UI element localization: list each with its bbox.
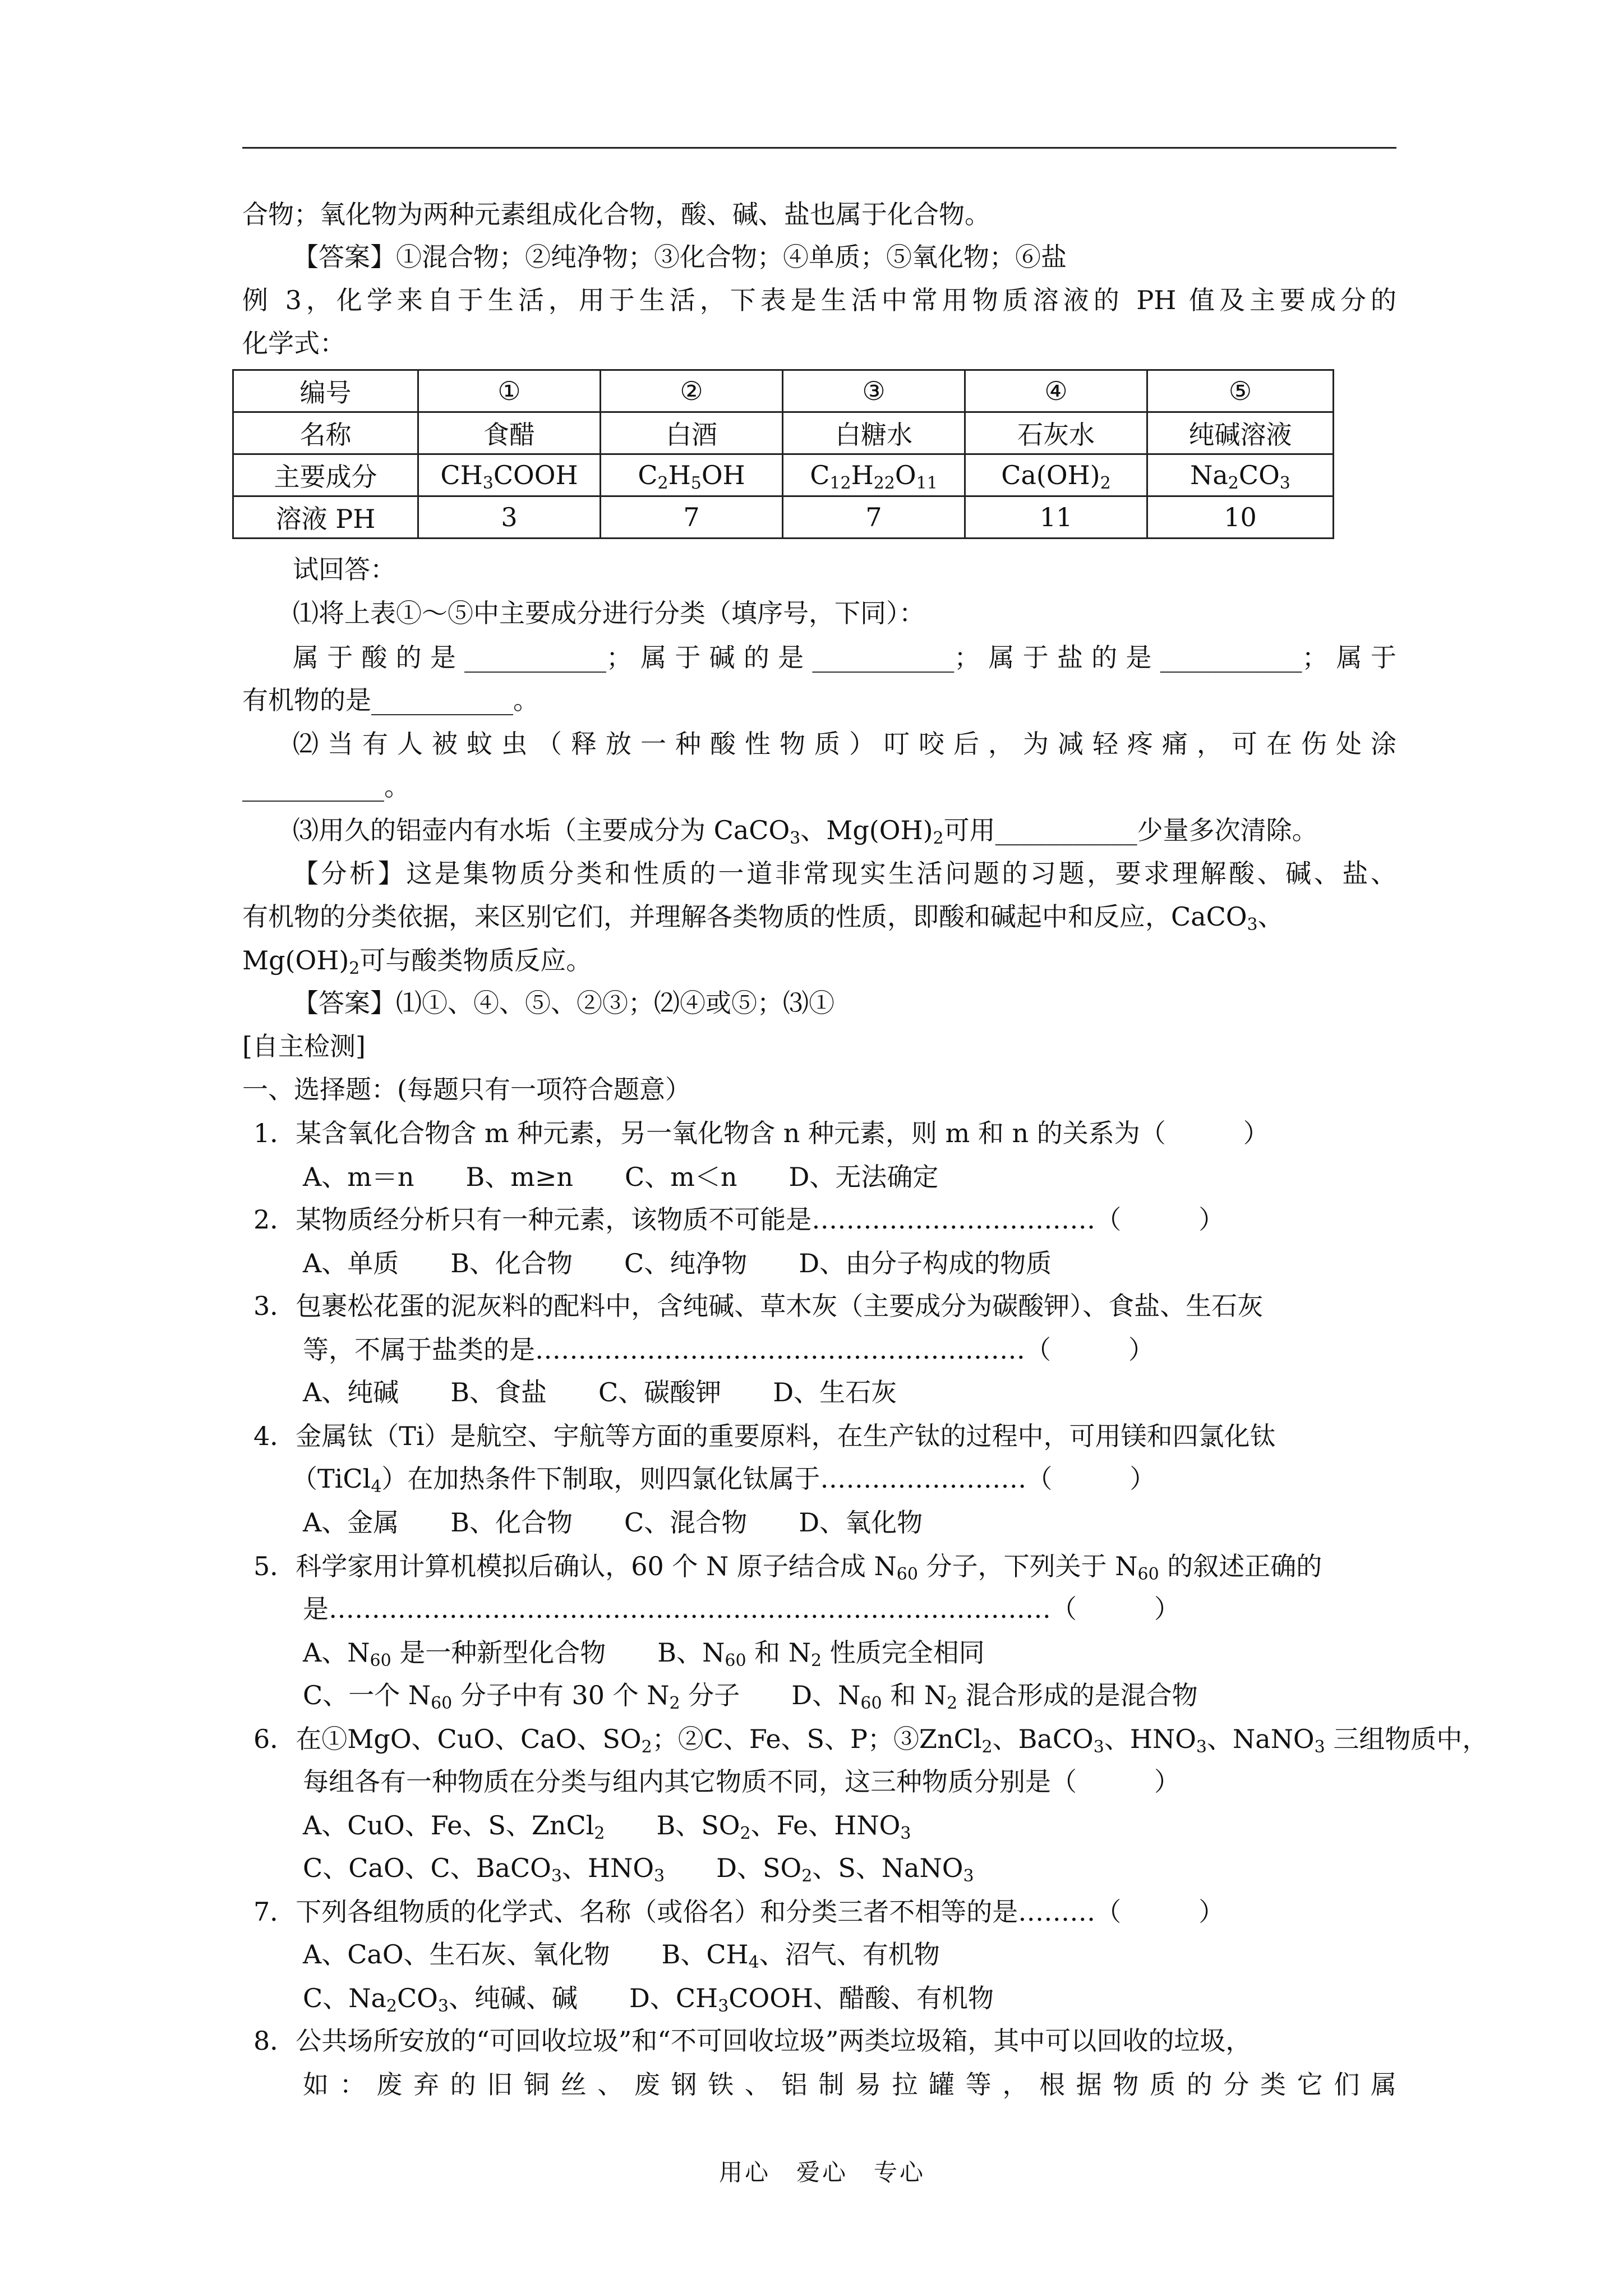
question-options: A、m＝n B、m≥n C、m＜n D、无法确定 — [303, 1162, 939, 1192]
table-cell: 编号 — [233, 370, 418, 412]
question-line: ⑵当有人被蚊虫（释放一种酸性物质）叮咬后，为减轻疼痛，可在伤处涂 — [293, 729, 1396, 759]
paragraph: 合物；氧化物为两种元素组成化合物，酸、碱、盐也属于化合物。 — [242, 199, 990, 229]
question-3: 3．包裹松花蛋的泥灰料的配料中，含纯碱、草木灰（主要成分为碳酸钾）、食盐、生石灰 — [253, 1291, 1264, 1321]
table-cell: 名称 — [233, 412, 418, 454]
question-options: A、CaO、生石灰、氧化物 B、$CH_4$、沼气、有机物 — [303, 1939, 940, 1972]
table-cell: 7 — [601, 496, 783, 539]
example-3-line: 例 3，化学来自于生活，用于生活，下表是生活中常用物质溶液的 PH 值及主要成分的 — [242, 285, 1396, 315]
question-1: 1．某含氧化合物含 m 种元素，另一氧化物含 n 种元素，则 m 和 n 的关系为（ ） — [253, 1118, 1269, 1148]
question-3: 等，不属于盐类的是…………………………………………………（ ） — [303, 1335, 1154, 1365]
table-cell: $CH_3COOH$ — [418, 454, 601, 496]
table-cell: 主要成分 — [233, 454, 418, 496]
table-cell: ③ — [783, 370, 965, 412]
answer-line: 【答案】⑴①、④、⑤、②③；⑵④或⑤；⑶① — [293, 988, 834, 1018]
section-heading: 一、选择题：(每题只有一项符合题意） — [242, 1074, 691, 1105]
table-cell: 3 — [418, 496, 601, 539]
question-line: 有机物的是___________。 — [242, 685, 539, 715]
question-5: 是…………………………………………………………………………（ ） — [303, 1594, 1180, 1624]
ph-table — [232, 369, 1334, 539]
question-options: A、纯碱 B、食盐 C、碳酸钾 D、生石灰 — [303, 1377, 897, 1407]
question-options: A、单质 B、化合物 C、纯净物 D、由分子构成的物质 — [303, 1248, 1052, 1278]
table-cell: 溶液 PH — [233, 496, 418, 539]
question-options: C、$Na_2CO_3$、纯碱、碱 D、$CH_3COOH$、醋酸、有机物 — [303, 1983, 994, 2016]
question-4: 4．金属钛（Ti）是航空、宇航等方面的重要原料，在生产钛的过程中，可用镁和四氯化钛 — [253, 1421, 1276, 1451]
question-7: 7．下列各组物质的化学式、名称（或俗名）和分类三者不相等的是………（ ） — [253, 1897, 1225, 1927]
table-cell: ⑤ — [1147, 370, 1334, 412]
analysis-line: 有机物的分类依据，来区别它们，并理解各类物质的性质，即酸和碱起中和反应，CaCO$_3$、 — [242, 901, 1284, 935]
question-options: A、CuO、Fe、S、ZnCl$_2$ B、$SO_2$、Fe、$HNO_3$ — [303, 1810, 911, 1843]
analysis-line: 【分析】这是集物质分类和性质的一道非常现实生活问题的习题，要求理解酸、碱、盐、 — [293, 858, 1396, 889]
question-line: ⑴将上表①～⑤中主要成分进行分类（填序号，下同）： — [293, 598, 925, 628]
question-4: （TiCl$_4$）在加热条件下制取，则四氯化钛属于……………………（ ） — [292, 1464, 1156, 1497]
table-row — [233, 370, 1334, 412]
section-heading: [自主检测] — [242, 1031, 366, 1061]
question-intro: 试回答： — [293, 554, 396, 585]
table-row — [233, 496, 1334, 539]
question-2: 2．某物质经分析只有一种元素，该物质不可能是……………………………（ ） — [253, 1204, 1225, 1235]
table-cell: ② — [601, 370, 783, 412]
table-cell: 食醋 — [418, 412, 601, 454]
answer-line: 【答案】①混合物；②纯净物；③化合物；④单质；⑤氧化物；⑥盐 — [293, 242, 1067, 272]
question-8: 如：废弃的旧铜丝、废钢铁、铝制易拉罐等，根据物质的分类它们属 — [303, 2069, 1396, 2100]
table-cell: 石灰水 — [965, 412, 1147, 454]
question-line: 属于酸的是___________；属于碱的是___________；属于盐的是___________；属于 — [293, 642, 1396, 673]
table-cell: $C_2H_5OH$ — [601, 454, 783, 496]
table-cell: $C_{12}H_{22}O_{11}$ — [783, 454, 965, 496]
page-footer: 用心 爱心 专心 — [719, 2159, 926, 2186]
analysis-line: $Mg(OH)_2$可与酸类物质反应。 — [242, 945, 592, 978]
question-6: 6．在①MgO、CuO、CaO、$SO_2$；②C、Fe、S、P；③ZnCl$_2$、BaCO$_3$、$HNO_3$、NaNO$_3$ 三组物质中， — [253, 1724, 1488, 1757]
table-cell: ① — [418, 370, 601, 412]
question-options: C、CaO、C、BaCO$_3$、$HNO_3$ D、$SO_2$、S、NaNO$_3$ — [303, 1853, 974, 1886]
table-cell: $Ca(OH)_2$ — [965, 454, 1147, 496]
question-line: ⑶用久的铝壶内有水垢（主要成分为 CaCO$_3$、$Mg(OH)_2$可用___________少量多次清除。 — [293, 815, 1318, 848]
header-rule — [242, 147, 1396, 149]
question-options: C、一个 $N_{60}$ 分子中有 30 个 $N_2$ 分子 D、$N_{60}$ 和 $N_2$ 混合形成的是混合物 — [303, 1680, 1198, 1713]
table-cell: 7 — [783, 496, 965, 539]
table-row — [233, 412, 1334, 454]
table-cell: 白酒 — [601, 412, 783, 454]
table-row — [233, 454, 1334, 496]
question-8: 8．公共场所安放的“可回收垃圾”和“不可回收垃圾”两类垃圾箱，其中可以回收的垃圾， — [253, 2026, 1252, 2056]
table-cell: $Na_2CO_3$ — [1147, 454, 1334, 496]
example-3-line: 化学式： — [242, 328, 345, 358]
question-options: A、金属 B、化合物 C、混合物 D、氧化物 — [303, 1507, 923, 1538]
question-5: 5．科学家用计算机模拟后确认，60 个 N 原子结合成 $N_{60}$ 分子，下列关于 $N_{60}$ 的叙述正确的 — [253, 1551, 1322, 1584]
table-cell: 纯碱溶液 — [1147, 412, 1334, 454]
question-line: ___________。 — [242, 771, 410, 802]
question-options: A、$N_{60}$ 是一种新型化合物 B、$N_{60}$ 和 $N_2$ 性质完全相同 — [303, 1637, 985, 1671]
table-cell: 11 — [965, 496, 1147, 539]
table-cell: 10 — [1147, 496, 1334, 539]
table-cell: ④ — [965, 370, 1147, 412]
question-6: 每组各有一种物质在分类与组内其它物质不同，这三种物质分别是（ ） — [303, 1766, 1180, 1797]
table-cell: 白糖水 — [783, 412, 965, 454]
